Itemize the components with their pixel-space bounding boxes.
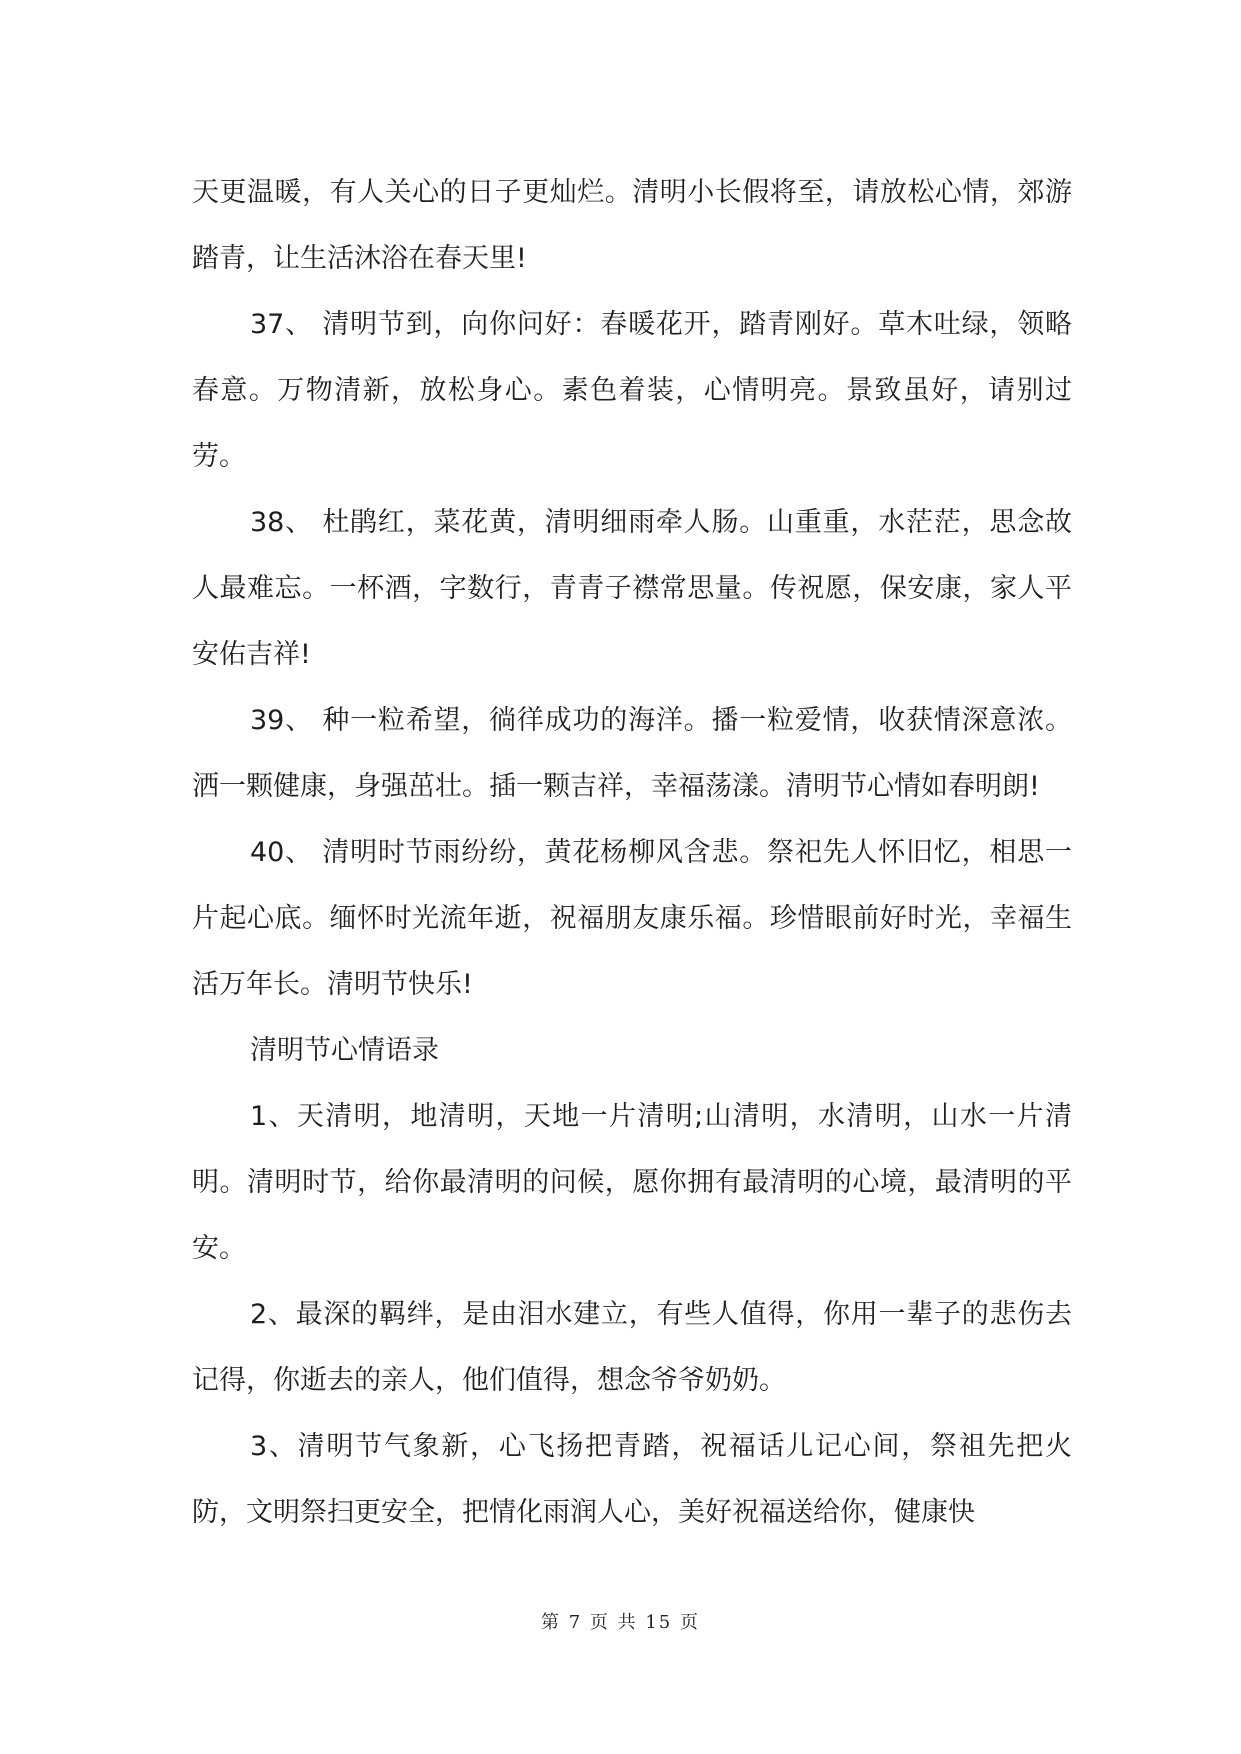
section-heading: 清明节心情语录 bbox=[250, 1035, 439, 1066]
paragraph-item-38: 38、 杜鹃红，菜花黄，清明细雨牵人肠。山重重，水茫茫，思念故人最难忘。一杯酒，字数行，青青子襟常思量。传祝愿，保安康，家人平安佑吉祥! bbox=[192, 507, 1072, 670]
page-number-footer: 第 7 页 共 15 页 bbox=[541, 1612, 700, 1633]
paragraph-item-39: 39、 种一粒希望，徜徉成功的海洋。播一粒爱情，收获情深意浓。洒一颗健康，身强茁壮。插一颗吉祥，幸福荡漾。清明节心情如春明朗! bbox=[192, 705, 1072, 802]
paragraph-continuation: 天更温暖，有人关心的日子更灿烂。清明小长假将至，请放松心情，郊游踏青，让生活沐浴在春天里! bbox=[192, 177, 1072, 274]
paragraph-quote-2: 2、最深的羁绊，是由泪水建立，有些人值得，你用一辈子的悲伤去记得，你逝去的亲人，他们值得，想念爷爷奶奶。 bbox=[192, 1299, 1072, 1396]
paragraph-item-37: 37、 清明节到，向你问好：春暖花开，踏青刚好。草木吐绿，领略春意。万物清新，放松身心。素色着装，心情明亮。景致虽好，请别过劳。 bbox=[192, 309, 1072, 472]
paragraph-quote-1: 1、天清明，地清明，天地一片清明;山清明，水清明，山水一片清明。清明时节，给你最清明的问候，愿你拥有最清明的心境，最清明的平安。 bbox=[192, 1101, 1072, 1264]
paragraph-item-40: 40、 清明时节雨纷纷，黄花杨柳风含悲。祭祀先人怀旧忆，相思一片起心底。缅怀时光流年逝，祝福朋友康乐福。珍惜眼前好时光，幸福生活万年长。清明节快乐! bbox=[192, 837, 1072, 1000]
paragraph-quote-3: 3、清明节气象新，心飞扬把青踏，祝福话儿记心间，祭祖先把火防，文明祭扫更安全，把情化雨润人心，美好祝福送给你，健康快 bbox=[192, 1431, 1072, 1528]
document-body bbox=[192, 160, 1072, 1546]
